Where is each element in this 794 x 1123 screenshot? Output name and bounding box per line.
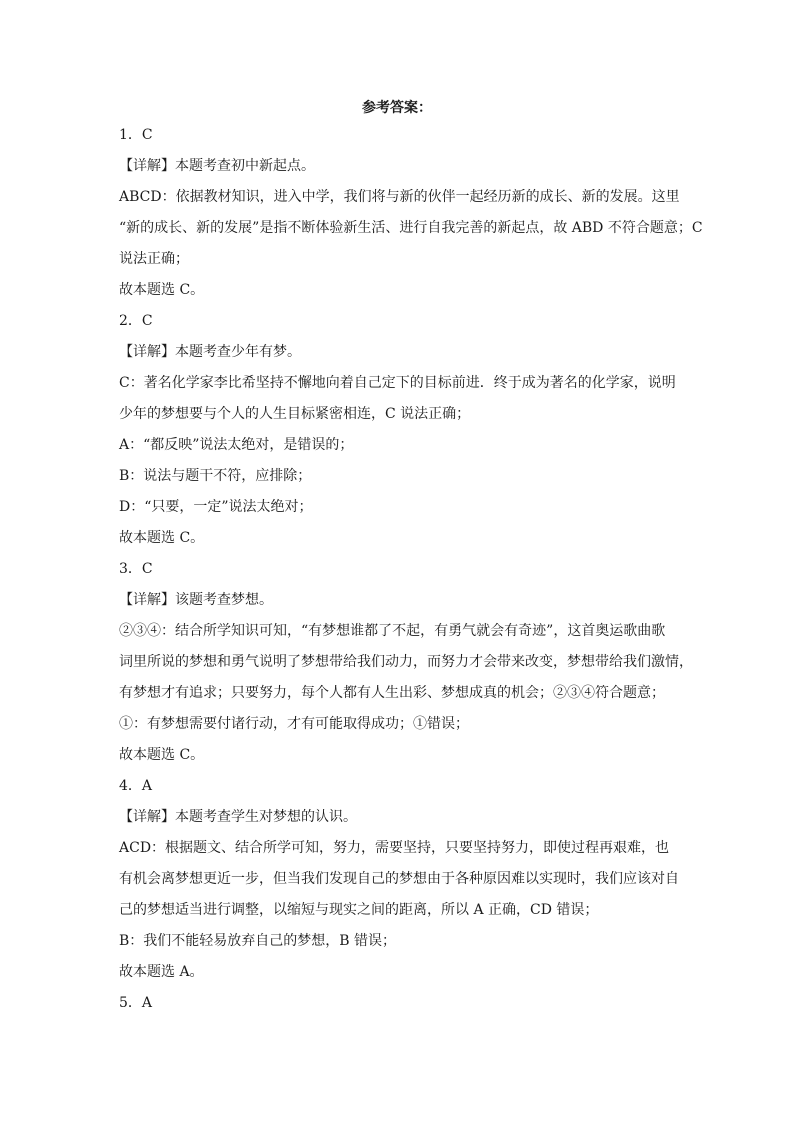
explanation-text: 少年的梦想要与个人的人生目标紧密相连，C 说法正确； <box>119 406 471 422</box>
explanation-text: 有机会离梦想更近一步，但当我们发现自己的梦想由于各种原因难以实现时，我们应该对自 <box>119 871 679 887</box>
explanation-heading-4: 【详解】本题考查学生对梦想的认识。 <box>119 809 357 825</box>
explanation-heading-2: 【详解】本题考查少年有梦。 <box>119 344 301 360</box>
explanation-text: B：我们不能轻易放弃自己的梦想，B 错误； <box>119 933 397 949</box>
answer-number-4: 4．A <box>119 778 153 794</box>
explanation-heading-1: 【详解】本题考查初中新起点。 <box>119 158 315 174</box>
answer-number-1: 1．C <box>119 127 153 143</box>
explanation-text: 说法正确； <box>119 251 189 267</box>
answer-number-2: 2．C <box>119 313 153 329</box>
explanation-text: ABCD：依据教材知识，进入中学，我们将与新的伙伴一起经历新的成长、新的发展。这里 <box>119 189 680 205</box>
answer-number-3: 3．C <box>119 561 153 577</box>
explanation-heading-3: 【详解】该题考查梦想。 <box>119 592 273 608</box>
explanation-text: ①：有梦想需要付诸行动，才有可能取得成功；①错误； <box>119 716 469 732</box>
answer-content <box>119 120 703 1019</box>
explanation-text: A：“都反映”说法太绝对，是错误的； <box>119 437 354 453</box>
explanation-text: ②③④：结合所学知识可知，“有梦想谁都了不起，有勇气就会有奇迹”，这首奥运歌曲歌 <box>119 623 666 639</box>
explanation-text: “新的成长、新的发展”是指不断体验新生活、进行自我完善的新起点，故 ABD 不符合题意；C <box>119 220 703 236</box>
explanation-text: B：说法与题干不符，应排除； <box>119 468 312 484</box>
answer-number-5: 5．A <box>119 995 153 1011</box>
answer-conclusion-1: 故本题选 C。 <box>119 282 205 298</box>
answer-conclusion-3: 故本题选 C。 <box>119 747 205 763</box>
explanation-text: ACD：根据题文、结合所学可知，努力，需要坚持，只要坚持努力，即使过程再艰难，也 <box>119 840 670 856</box>
answer-conclusion-4: 故本题选 A。 <box>119 964 204 980</box>
explanation-text: 词里所说的梦想和勇气说明了梦想带给我们动力，而努力才会带来改变，梦想带给我们激情， <box>119 654 693 670</box>
explanation-text: C：著名化学家李比希坚持不懈地向着自己定下的目标前进．终于成为著名的化学家，说明 <box>119 375 676 391</box>
page-title: 参考答案： <box>362 100 432 116</box>
explanation-text: 有梦想才有追求；只要努力，每个人都有人生出彩、梦想成真的机会；②③④符合题意； <box>119 685 665 701</box>
explanation-text: D：“只要，一定”说法太绝对； <box>119 499 313 515</box>
answer-conclusion-2: 故本题选 C。 <box>119 530 205 546</box>
explanation-text: 己的梦想适当进行调整，以缩短与现实之间的距离，所以 A 正确，CD 错误； <box>119 902 599 918</box>
